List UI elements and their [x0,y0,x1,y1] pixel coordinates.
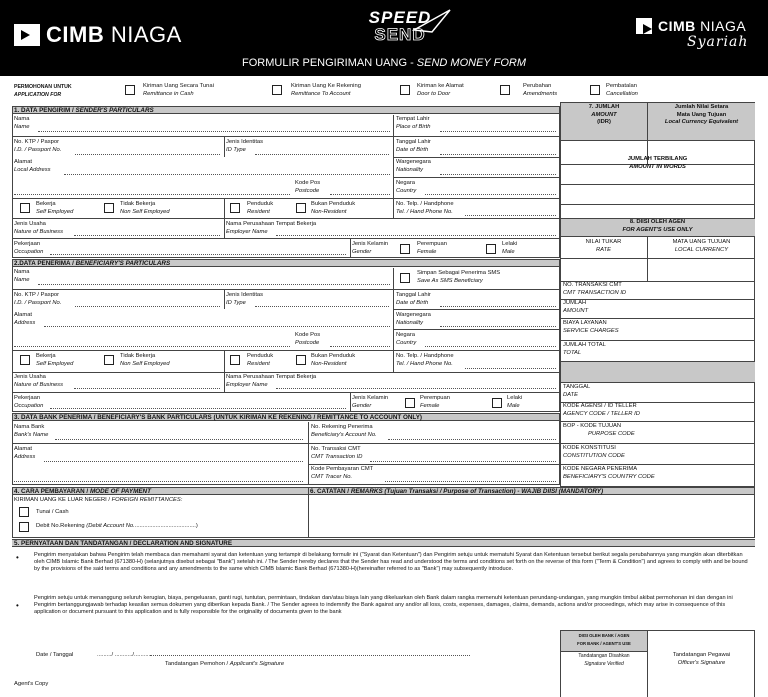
form-header [0,0,768,76]
sender-postcode-label: Kode Pos Postcode [295,180,321,194]
amount-in-words-field[interactable] [562,172,753,216]
beneficiary-nationality-field[interactable] [440,326,556,327]
bank-account-field[interactable] [388,439,556,440]
cmt-code-label: Kode Pembayaran CMT CMT Tracer No. [311,466,374,480]
agent-amount-label: JUMLAH AMOUNT [563,300,589,314]
bank-use-heading: DIISI OLEH BANK / AGEN FOR BANK / AGENT'S USE [577,633,631,646]
cimb-niaga-logo: CIMB NIAGA [14,22,182,48]
sms-beneficiary-checkbox[interactable] [400,273,410,283]
pay-cash-checkbox[interactable] [19,507,29,517]
declaration-section-header: 5. PERNYATAAN DAN TANDATANGAN / DECLARATION AND SIGNATURE [12,539,755,547]
beneficiary-id-label: No. KTP / Paspor I.D. / Passport No. [14,292,62,306]
beneficiary-nationality-label: Wargenegara Nationality [396,312,431,326]
remit-account-checkbox[interactable] [272,85,282,95]
local-equivalent-heading: Jumlah Nilai Setara Mata Uang Tujuan Local Currency Equivalent [664,104,739,125]
payment-section-header: 4. CARA PEMBAYARAN / MODE OF PAYMENT [12,487,308,495]
bank-address-field[interactable] [44,461,303,462]
sender-pob-field[interactable] [440,131,556,132]
rate-label: NILAI TUKAR RATE [585,239,622,253]
declaration-para-1: Pengirim menyatakan bahwa Pengirim telah membaca dan memahami syarat dan ketentuan yang tertampir di belakang formulir ini ("Syarat dan Ketentuan") dan Pengirim setuju untuk mematuhi Syarat dan Ketentuan tersebut berikut segala perubahannya yang mungkin akan diterbitkan oleh CIMB Islamic Bank Berhad (671380-H) (selanjutnya disebut sebagai "Bank") setelah ini. / The Sender hereby declares that the Sender has read and understood the terms and conditions set forth on the reverse of this form ("Term & Condition") and agrees to comply with and be bound by the provisions of the said terms and conditions and any amendments to the same which CIMB Islamic Bank Berhad (671380-H)(hereinafter referred to as "Bank") may subsequently introduce. [34,552,748,573]
speedsend-swoosh-icon [412,8,452,38]
sender-not-employed-label: Tidak Bekerja Non Self Employed [120,201,170,215]
sender-address-field[interactable] [64,174,390,175]
sender-name-label: Nama Name [14,116,30,130]
pay-cash-label: Tunai / Cash [36,509,69,515]
local-currency-label: MATA UANG TUJUAN LOCAL CURRENCY [672,239,731,253]
sender-country-label: Negara Country [396,180,417,194]
agent-heading: 8. DIISI OLEH AGEN FOR AGENT'S USE ONLY [622,219,693,233]
beneficiary-country-label: Negara Country [396,332,417,346]
sender-employed-label: Bekerja Self Employed [36,201,74,215]
cancellation-checkbox[interactable] [590,85,600,95]
beneficiary-phone-label: No. Telp. / Handphone Tel. / Hand Phone No. [396,353,454,367]
amendments-label: Perubahan Amendments [523,83,558,97]
sender-employer-label: Nama Perusahaan Tempat Bekerja Employer Name [226,221,317,235]
cimb-syariah-mark-icon [636,18,652,34]
beneficiary-address-label: Alamat Address [14,312,36,326]
sender-female-checkbox[interactable] [400,244,410,254]
signature-verified-label: Tandatangan Disahkan Signature Verified [578,653,630,667]
foreign-remittance-label: KIRIMAN UANG KE LUAR NEGERI / FOREIGN REMITTANCES: [14,497,183,503]
beneficiary-name-label: Nama Name [14,269,30,283]
bank-name-label: Nama Bank Bank's Name [14,424,49,438]
beneficiary-dob-label: Tanggal Lahir Date of Birth [396,292,431,306]
door-to-door-checkbox[interactable] [400,85,410,95]
bank-address-line2[interactable] [14,481,303,482]
beneficiary-occupation-label: Pekerjaan Occupation [14,395,44,409]
remarks-field[interactable] [312,498,752,534]
agent-charges-label: BIAYA LAYANAN SERVICE CHARGES [563,320,619,334]
declaration-para-2: Pengirim setuju untuk menanggung seluruh kerugian, biaya, pengeluaran, ganti rugi, tuntutan, permintaan, tindakan dan/atau biaya lain yang dikeluarkan oleh Bank dalam rangka memenuhi ketentuan perundang-undangan, yang mungkin timbul akibat permohonan ini dan dengan ini Pengirim bertanggungjawab terhadap keasilan semua dokumen yang diberikan kepada Bank. / The Sender agrees to indemnify the Bank against any and/or all loss, costs, expenses, damages, claims, demands, actions and/or proceedings, which may arise in consequence of this application or document pursuant to this application and is fully responsible for the originality of documents given to the bank [34,595,733,616]
beneficiary-address-field[interactable] [44,326,390,327]
amendments-checkbox[interactable] [500,85,510,95]
sender-resident-checkbox[interactable] [230,203,240,213]
cimb-niaga-syariah-logo: CIMB NIAGA [636,18,746,34]
applicant-signature-label: Tandatangan Pemohon / Applicant's Signature [165,661,285,667]
sender-id-label: No. KTP / Paspor I.D. / Passport No. [14,139,62,153]
sender-resident-label: Penduduk Resident [247,201,274,215]
sender-business-label: Jenis Usaha Nature of Business [14,221,63,235]
agent-cmt-label: NO. TRANSAKSI CMT CMT TRANSACTION ID [563,282,627,296]
beneficiary-not-employed-label: Tidak Bekerja Non Self Employed [120,353,170,367]
form-title: FORMULIR PENGIRIMAN UANG - SEND MONEY FORM [242,57,526,69]
beneficiary-country-field[interactable] [425,346,556,347]
sender-dob-label: Tanggal Lahir Date of Birth [396,139,431,153]
remarks-section-header: 6. CATATAN / REMARKS (Tujuan Transaksi / Purpose of Transaction) - WAJIB DIISI (MANDATORY) [308,487,755,495]
amount-in-words-heading: JUMLAH TERBILANG AMOUNT IN WORDS [627,156,688,170]
pay-debit-checkbox[interactable] [19,522,29,532]
beneficiary-postcode-label: Kode Pos Postcode [295,332,321,346]
beneficiary-non-resident-label: Bukan Penduduk Non-Resident [311,353,356,367]
beneficiary-address-line2[interactable] [14,346,290,347]
remit-cash-checkbox[interactable] [125,85,135,95]
bank-name-field[interactable] [55,439,303,440]
remit-account-label: Kiriman Uang Ke Rekening Remittance To Account [291,83,361,97]
beneficiary-business-label: Jenis Usaha Nature of Business [14,374,63,388]
beneficiary-id-field[interactable] [75,306,220,307]
beneficiary-occupation-field[interactable] [50,408,346,409]
sender-section-header: 1. DATA PENGIRIM / SENDER'S PARTICULARS [12,106,560,114]
bank-box [12,413,560,485]
sender-dob-field[interactable] [440,154,556,155]
sender-female-label: Perempuan Female [417,241,447,255]
sender-business-field[interactable] [74,235,220,236]
agent-teller-label: KODE AGENSI / ID TELLER AGENCY CODE / TELLER ID [563,403,640,417]
beneficiary-not-employed-checkbox[interactable] [104,355,114,365]
sender-nationality-field[interactable] [440,174,556,175]
sender-occupation-label: Pekerjaan Occupation [14,241,44,255]
sender-name-field[interactable] [38,131,390,132]
sender-not-employed-checkbox[interactable] [104,203,114,213]
sender-nationality-label: Wargenegara Nationality [396,159,431,173]
constitution-label: KODE KONSTITUSI CONSTITUTION CODE [563,445,625,459]
agent-date-label: TANGGAL DATE [563,384,591,398]
sender-non-resident-label: Bukan Penduduk Non-Resident [311,201,356,215]
beneficiary-non-resident-checkbox[interactable] [296,355,306,365]
sender-country-field[interactable] [425,194,556,195]
sender-phone-field[interactable] [465,215,556,216]
bop-purpose-label: BOP - KODE TUJUAN PURPOSE CODE [563,423,635,437]
country-code-label: KODE NEGARA PENERIMA BENEFICIARY'S COUNTRY CODE [563,466,655,480]
bank-address-label: Alamat Address [14,446,36,460]
beneficiary-resident-label: Penduduk Resident [247,353,274,367]
cimb-mark-icon [14,24,40,46]
bullet-1: • [16,553,19,562]
sender-address-label: Alamat Local Address [14,159,51,173]
remit-cash-label: Kiriman Uang Secara Tunai Remittance in Cash [143,83,214,97]
pay-debit-label: Debit No.Rekening (Debit Account No.......................................) [36,523,198,529]
beneficiary-id-type-field[interactable] [255,306,389,307]
date-label: Date / Tanggal [36,652,74,658]
beneficiary-section-header: 2.DATA PENERIMA / BENEFICIARY'S PARTICULARS [12,259,560,267]
sender-employer-field[interactable] [276,235,556,236]
applicant-signature-field[interactable] [150,655,470,656]
amount-heading: 7. JUMLAH AMOUNT (IDR) [588,104,620,125]
door-to-door-label: Kiriman ke Alamat Door to Door [417,83,464,97]
beneficiary-employed-checkbox[interactable] [20,355,30,365]
sender-id-field[interactable] [75,154,220,155]
sender-phone-label: No. Telp. / Handphone Tel. / Hand Phone No. [396,201,454,215]
beneficiary-employer-field[interactable] [276,388,556,389]
beneficiary-id-type-label: Jenis Identitas ID Type [226,292,264,306]
beneficiary-employer-label: Nama Perusahaan Tempat Bekerja Employer Name [226,374,317,388]
application-for-label: PERMOHONAN UNTUK APPLICATION FOR [14,84,72,98]
beneficiary-business-field[interactable] [74,388,220,389]
sender-id-type-field[interactable] [255,154,389,155]
beneficiary-female-checkbox[interactable] [405,398,415,408]
date-field[interactable]: ........./ .........../........... [97,652,152,658]
syariah-script: Syariah [687,34,749,50]
cmt-transaction-field[interactable] [370,461,556,462]
cmt-transaction-label: No. Transaksi CMT CMT Transaction ID [311,446,363,460]
sender-address-line2[interactable] [14,194,290,195]
cancellation-label: Pembatalan Cancellation [606,83,638,97]
sender-occupation-field[interactable] [50,254,346,255]
sender-id-type-label: Jenis Identitas ID Type [226,139,264,153]
sender-male-checkbox[interactable] [486,244,496,254]
sender-employed-checkbox[interactable] [20,203,30,213]
beneficiary-postcode-field[interactable] [330,346,390,347]
beneficiary-dob-field[interactable] [440,306,556,307]
beneficiary-male-label: Lelaki Male [507,395,523,409]
sender-postcode-field[interactable] [330,194,390,195]
sender-non-resident-checkbox[interactable] [296,203,306,213]
agent-total-label: JUMLAH TOTAL TOTAL [563,342,606,356]
bullet-2: • [16,601,19,610]
beneficiary-gender-label: Jenis Kelamin Gender [352,395,389,409]
beneficiary-female-label: Perempuan Female [420,395,450,409]
officer-signature-label: Tandatangan Pegawai Officer's Signature [672,652,731,666]
beneficiary-employed-label: Bekerja Self Employed [36,353,74,367]
agents-copy-label: Agent's Copy [14,681,49,687]
bank-section-header: 3. DATA BANK PENERIMA / BENEFICIARY'S BANK PARTICULARS (UNTUK KIRIMAN KE REKENING / REMITTANCE TO ACCOUNT ONLY) [12,413,560,421]
bank-account-label: No. Rekening Penerima Beneficiary's Account No. [311,424,377,438]
beneficiary-male-checkbox[interactable] [492,398,502,408]
sender-gender-label: Jenis Kelamin Gender [352,241,389,255]
cmt-code-field[interactable] [385,481,556,482]
sender-pob-label: Tempat Lahir Place of Birth [396,116,431,130]
speedsend-logo: SPEED SEND [350,8,450,42]
beneficiary-resident-checkbox[interactable] [230,355,240,365]
sender-male-label: Lelaki Male [502,241,518,255]
beneficiary-phone-field[interactable] [465,368,556,369]
sms-beneficiary-label: Simpan Sebagai Penerima SMS Save As SMS Beneficiary [417,270,501,284]
beneficiary-name-field[interactable] [38,284,390,285]
